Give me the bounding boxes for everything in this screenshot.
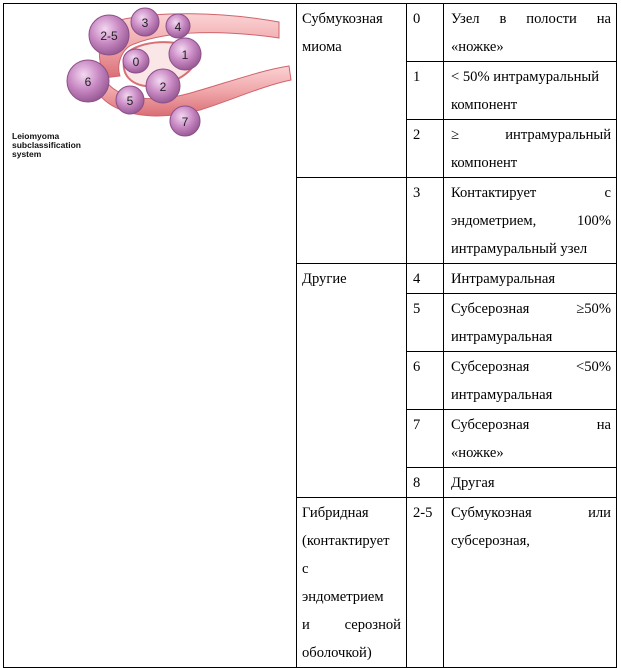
node-2-5 (89, 15, 129, 55)
description-cell: Контактирует с эндометрием, 100% интрамуральный узел (444, 178, 617, 264)
node-7 (170, 106, 200, 136)
node-label: 2-5 (100, 29, 118, 43)
node-2 (146, 69, 180, 103)
node-5 (116, 86, 144, 114)
node-6 (67, 60, 109, 102)
category-cell-hybrid: Гибридная (контактирует с эндометрием и серозной оболочкой) (297, 498, 407, 668)
category-cell-other (297, 264, 407, 498)
leiomyoma-classification-table (3, 3, 617, 668)
node-label: 3 (141, 16, 149, 30)
code-cell: 2 (407, 120, 444, 178)
description-cell: Субсерозная на «ножке» (444, 410, 617, 468)
description-cell: Интрамуральная (444, 264, 617, 294)
code-cell: 7 (407, 410, 444, 468)
node-4 (166, 14, 190, 38)
node-label: 4 (174, 20, 182, 34)
code-cell: 6 (407, 352, 444, 410)
node-1 (169, 38, 201, 70)
description-cell: Другая (444, 468, 617, 498)
node-label: 6 (84, 75, 92, 89)
category-label: Другие (302, 271, 347, 287)
description-cell: < 50% интрамуральный компонент (444, 62, 617, 120)
description-cell: Субсерозная ≥50% интрамуральная (444, 294, 617, 352)
node-label: 2 (159, 80, 167, 94)
node-label: 0 (132, 55, 140, 69)
node-label: 5 (126, 94, 134, 108)
node-0 (123, 49, 149, 73)
code-cell: 8 (407, 468, 444, 498)
description-cell: Субмукозная или субсерозная, (444, 498, 617, 668)
description-cell: Субсерозная <50% интрамуральная (444, 352, 617, 410)
description-cell: ≥ интрамуральный компонент (444, 120, 617, 178)
category-cell-submucosal (297, 4, 407, 178)
code-cell: 1 (407, 62, 444, 120)
node-3 (131, 8, 159, 36)
leiomyoma-diagram (4, 4, 297, 644)
node-label: 1 (181, 48, 189, 62)
code-cell: 5 (407, 294, 444, 352)
description-cell: Узел в полости на «ножке» (444, 4, 617, 62)
code-cell: 3 (407, 178, 444, 264)
category-cell-empty (297, 178, 407, 264)
figure-cell (4, 4, 297, 668)
node-label: 7 (181, 115, 189, 129)
code-cell: 4 (407, 264, 444, 294)
code-cell: 0 (407, 4, 444, 62)
category-label: Субмукозная миома (302, 11, 383, 55)
figure-caption: Leiomyoma subclassification system (12, 131, 81, 159)
code-cell: 2-5 (407, 498, 444, 668)
